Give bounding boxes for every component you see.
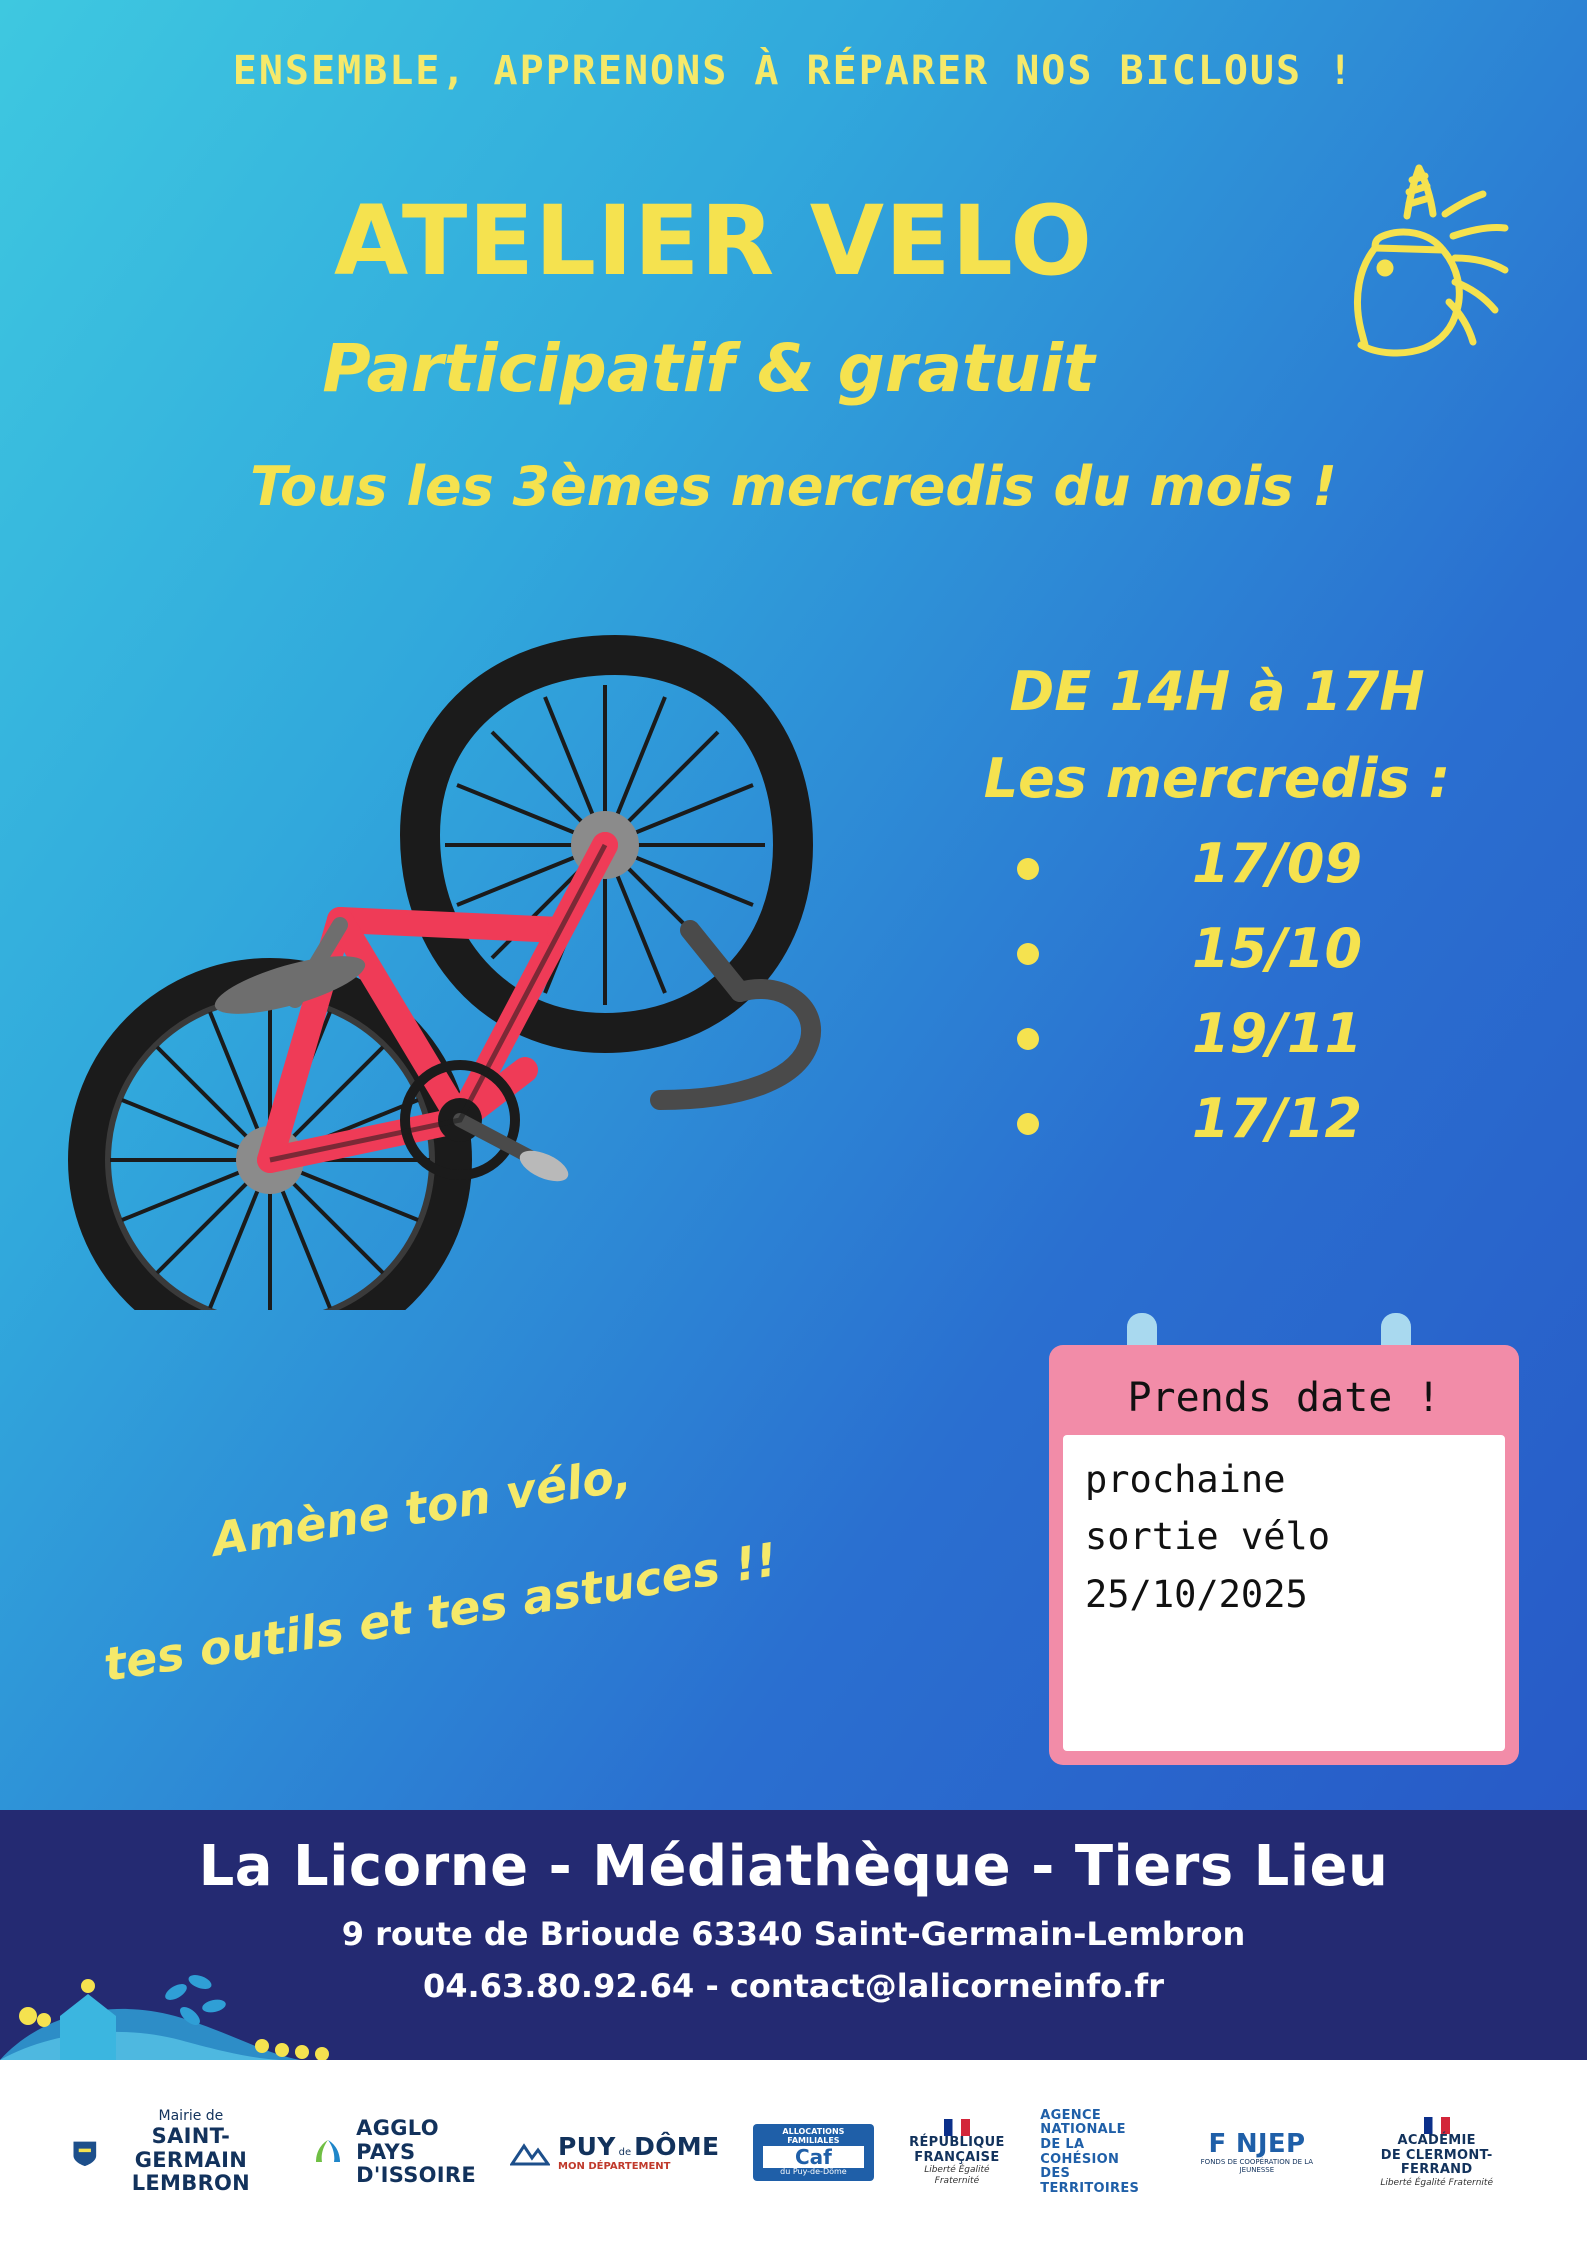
logo-line-2: FRANÇAISE [914,2149,1000,2165]
logo-line-2: NATIONALE [1040,2122,1126,2138]
calendar-sheet [1063,1435,1505,1751]
logo-line-3: du Puy-de-Dôme [780,2167,847,2177]
calendar-header: Prends date ! [1127,1375,1441,1421]
schedule-block [907,660,1527,1172]
unicorn-icon [1257,140,1517,380]
logo-line-3: D'ISSOIRE [356,2163,477,2188]
schedule-label: Les mercredis : [983,747,1451,810]
logo-agglo-pays-dissoire [308,2117,476,2188]
logo-line-1: AGGLO [356,2116,439,2141]
footer-venue: La Licorne - Médiathèque - Tiers Lieu [198,1834,1389,1899]
logo-line-1: RÉPUBLIQUE [909,2135,1005,2151]
slogan-line-1: Amène ton vélo, [208,1447,635,1567]
footer-address: 9 route de Brioude 63340 Saint-Germain-Lembron [341,1915,1246,1953]
logo-line-1: F NJEP [1208,2129,1306,2160]
french-flag-icon [1424,2117,1450,2134]
logo-line-3: DÔME [634,2131,720,2161]
logo-line-3: Liberté Égalité Fraternité [924,2165,990,2186]
list-item: 17/09 [1017,832,1527,895]
logo-line-4: DES TERRITOIRES [1040,2166,1140,2196]
logo-line-1: Mairie de [158,2108,224,2125]
poster-kicker: ENSEMBLE, APPRENONS À RÉPARER NOS BICLOUS ! [232,48,1355,94]
logo-caf [753,2124,873,2181]
logo-line-1: PUY [558,2131,616,2161]
logo-puy-de-dome [510,2133,719,2172]
logo-line-2: PAYS [356,2139,416,2164]
calendar-line-1: prochaine [1085,1458,1286,1501]
logo-line-2: DE CLERMONT-FERRAND [1380,2147,1493,2178]
bicycle-illustration [40,630,840,1310]
coat-of-arms-icon [70,2136,100,2170]
calendar-body [1049,1345,1519,1765]
calendar-line-3: 25/10/2025 [1085,1572,1308,1616]
logo-line-1: ALLOCATIONS FAMILIALES [782,2126,845,2145]
partner-logos-strip [0,2060,1587,2245]
list-item: 17/12 [1017,1087,1527,1150]
calendar-line-2: sortie vélo [1085,1515,1331,1559]
slogan-line-2: tes outils et tes astuces !! [99,1532,781,1692]
logo-line-3: Liberté Égalité Fraternité [1380,2177,1493,2188]
calendar-card [1049,1345,1519,1765]
logo-line-2: SAINT-GERMAIN [134,2124,248,2172]
page-title: ATELIER VELO [334,185,1093,297]
footer-band [0,1810,1587,2060]
logo-line-4: MON DÉPARTEMENT [558,2160,671,2172]
logo-academie-clermont-ferrand [1356,2117,1517,2188]
logo-line-1: AGENCE [1040,2107,1101,2123]
footer-contact[interactable]: 04.63.80.92.64 - contact@lalicorneinfo.fr [423,1967,1164,2005]
logo-mairie-saint-germain-lembron [70,2109,274,2195]
schedule-hours: DE 14H à 17H [1009,660,1425,723]
logo-agence-nationale-cohesion-territoires [1040,2109,1157,2196]
logo-line-1: ACADÉMIE [1397,2133,1476,2149]
slogan-block [60,1430,1020,1710]
french-flag-icon [944,2119,970,2136]
agglo-leaf-icon [308,2132,348,2172]
logo-fonjep [1191,2130,1322,2175]
poster-subtitle: Participatif & gratuit [322,330,1095,407]
list-item: 19/11 [1017,1002,1527,1065]
logo-line-3: LEMBRON [131,2171,251,2196]
logo-republique-francaise [908,2119,1007,2185]
logo-line-2: FONDS DE COOPÉRATION DE LA JEUNESSE [1200,2158,1314,2175]
logo-line-3: DE LA COHÉSION [1040,2136,1120,2167]
volcano-icon [510,2138,550,2168]
footer-decoration-icon [0,1920,430,2060]
list-item: 15/10 [1017,917,1527,980]
schedule-date-list [1017,832,1527,1150]
logo-line-2: de [618,2146,632,2158]
poster-frequency: Tous les 3èmes mercredis du mois ! [250,455,1337,518]
logo-line-2: Caf [763,2146,863,2168]
